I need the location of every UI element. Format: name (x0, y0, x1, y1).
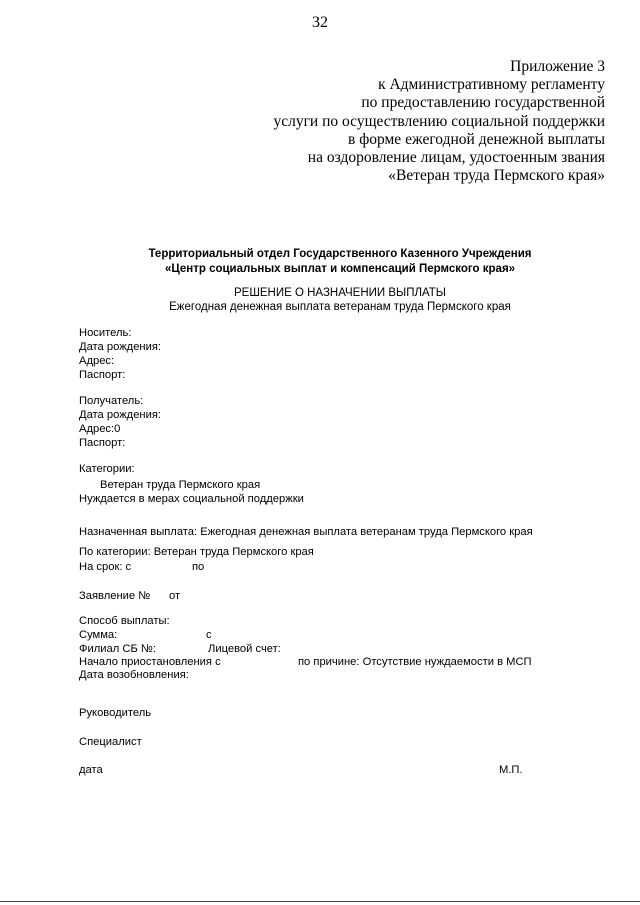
application-number: Заявление № (79, 590, 151, 602)
category-item: Нуждается в мерах социальной поддержки (79, 493, 304, 505)
carrier-label: Носитель: (79, 327, 132, 339)
recipient-label: Получатель: (79, 395, 144, 407)
payment-method-label: Способ выплаты: (79, 615, 170, 627)
decision-heading (0, 286, 640, 314)
page-bottom-border (0, 901, 640, 902)
decision-title: РЕШЕНИЕ О НАЗНАЧЕНИИ ВЫПЛАТЫ (233, 287, 446, 299)
payment-sum: Сумма: (79, 629, 118, 641)
appendix-line: «Ветеран труда Пермского края» (388, 167, 605, 185)
appendix-line: на оздоровление лицам, удостоенным звания (307, 149, 605, 167)
carrier-passport: Паспорт: (79, 369, 126, 381)
date-label: дата (79, 764, 103, 776)
organization-line-1: Территориальный отдел Государственного Казенного Учреждения (148, 248, 532, 260)
term-from: На срок: с (79, 561, 132, 573)
appendix-line: по предоставлению государственной (361, 94, 605, 112)
seal-label: М.П. (499, 764, 523, 776)
application-from: от (169, 590, 181, 602)
carrier-address: Адрес: (79, 355, 115, 367)
appendix-line: услуги по осуществлению социальной поддержки (273, 112, 605, 130)
branch-number: Филиал СБ №: (79, 643, 157, 655)
appendix-header (273, 58, 605, 185)
term-to: по (192, 561, 205, 573)
page-number: 32 (312, 14, 328, 31)
account-number: Лицевой счет: (208, 643, 281, 655)
recipient-birth-date: Дата рождения: (79, 409, 162, 421)
organization-name (0, 247, 640, 276)
categories-label: Категории: (79, 463, 135, 475)
recipient-passport: Паспорт: (79, 437, 126, 449)
appendix-line: к Административному регламенту (378, 76, 605, 94)
appendix-line: в форме ежегодной денежной выплаты (348, 130, 605, 148)
by-category: По категории: Ветеран труда Пермского края (79, 546, 314, 558)
suspension-reason: по причине: Отсутствие нуждаемости в МСП (298, 656, 532, 668)
assigned-payment: Назначенная выплата: Ежегодная денежная выплата ветеранам труда Пермского края (79, 526, 533, 538)
appendix-line: Приложение 3 (510, 58, 605, 75)
resumption-date: Дата возобновления: (79, 669, 189, 681)
recipient-address: Адрес:0 (79, 423, 121, 435)
organization-line-2: «Центр социальных выплат и компенсаций Пермского края» (164, 262, 516, 275)
head-signature: Руководитель (79, 707, 152, 719)
payment-sum-from: с (206, 629, 212, 641)
suspension-start: Начало приостановления с (79, 656, 221, 668)
carrier-birth-date: Дата рождения: (79, 341, 162, 353)
specialist-signature: Специалист (79, 736, 142, 748)
category-item: Ветеран труда Пермского края (100, 479, 261, 491)
decision-subtitle: Ежегодная денежная выплата ветеранам труда Пермского края (169, 301, 511, 313)
